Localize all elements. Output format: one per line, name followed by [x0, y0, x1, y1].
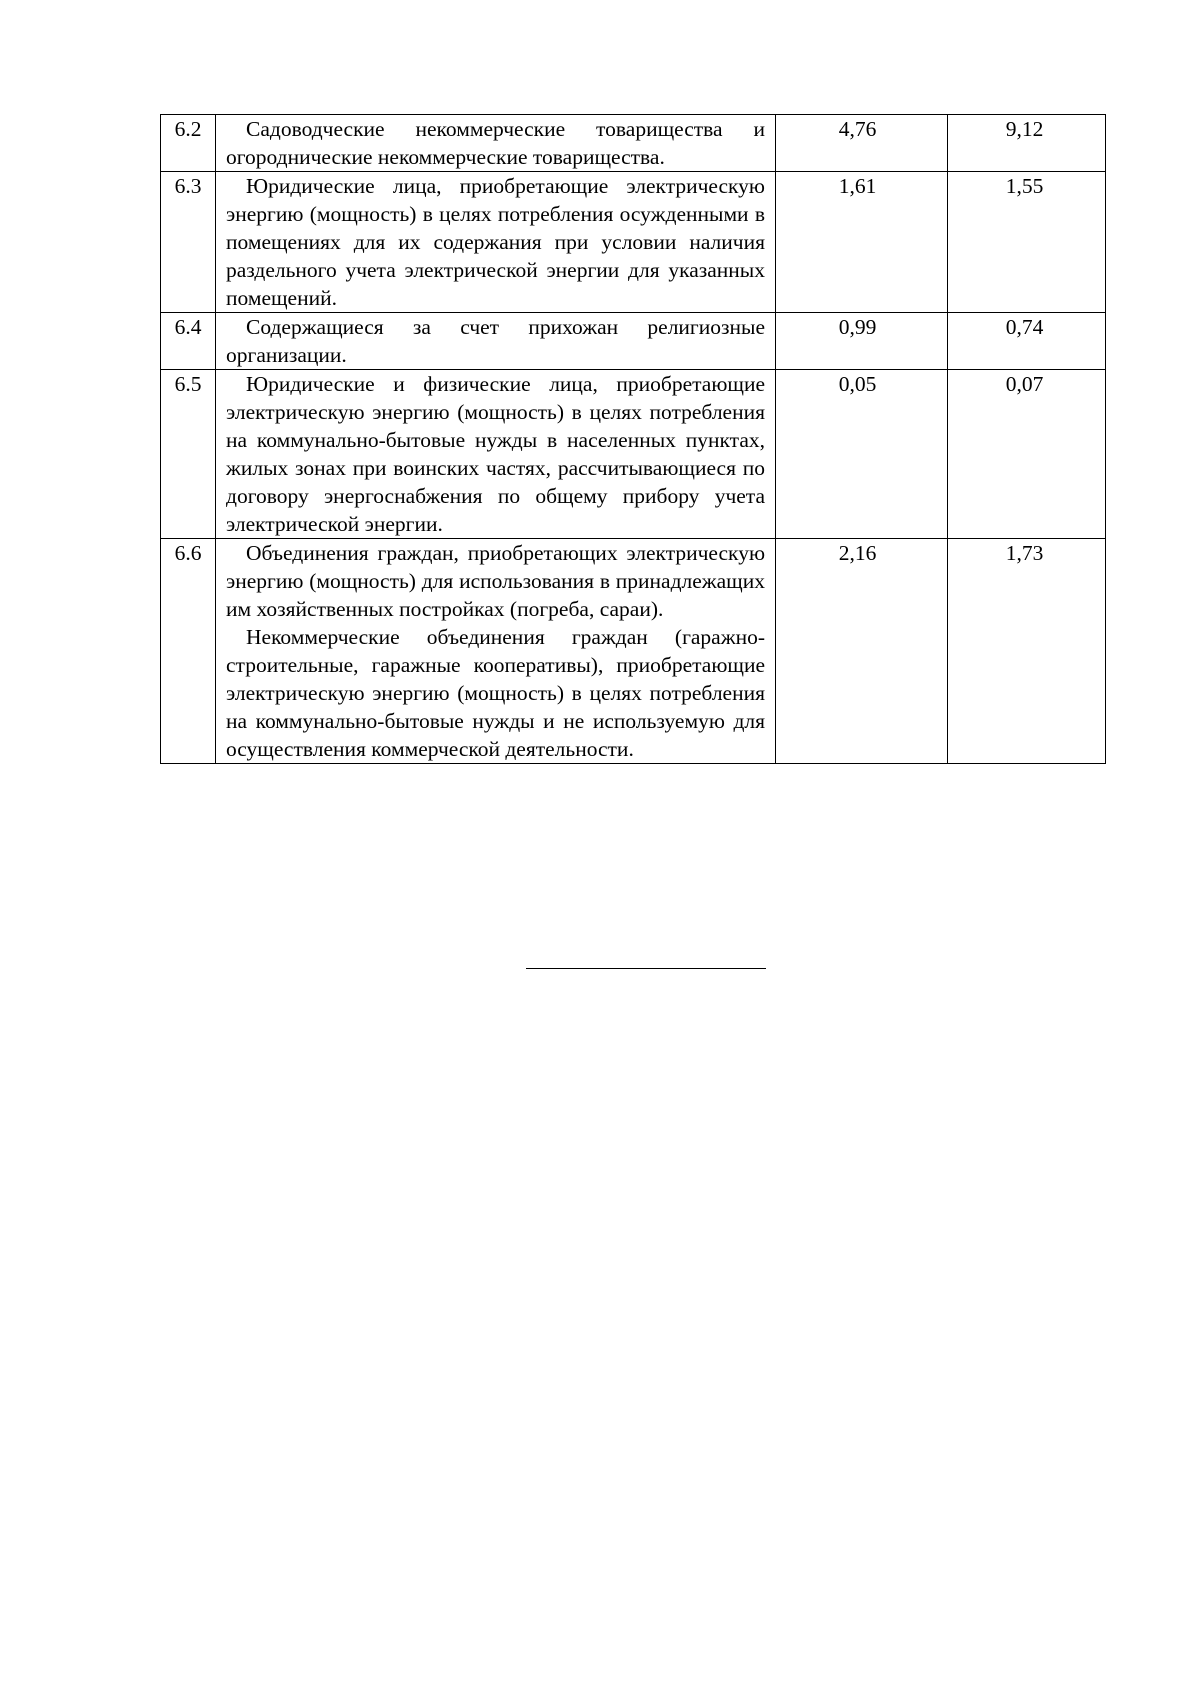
description-paragraph: Садоводческие некоммерческие товарищества и огороднические некоммерческие товарищества. [226, 117, 765, 169]
row-number: 6.6 [161, 539, 216, 764]
table-row [161, 370, 1106, 539]
row-value-1: 0,99 [776, 313, 948, 370]
row-description [216, 313, 776, 370]
row-number: 6.2 [161, 115, 216, 172]
description-paragraph: Содержащиеся за счет прихожан религиозные организации. [226, 315, 765, 367]
row-value-1: 4,76 [776, 115, 948, 172]
row-value-2: 0,07 [948, 370, 1106, 539]
table-row [161, 313, 1106, 370]
row-description [216, 115, 776, 172]
row-description [216, 539, 776, 764]
row-value-2: 1,55 [948, 172, 1106, 313]
table-row [161, 115, 1106, 172]
row-value-2: 1,73 [948, 539, 1106, 764]
end-of-document-rule [526, 968, 766, 969]
description-paragraph: Юридические лица, приобретающие электрическую энергию (мощность) в целях потребления осужденными в помещениях для их содержания при условии наличия раздельного учета электрической энергии для указанных помещений. [226, 174, 765, 310]
description-paragraph: Объединения граждан, приобретающих электрическую энергию (мощность) для использования в принадлежащих им хозяйственных постройках (погреба, сараи). [226, 541, 765, 621]
table-row [161, 172, 1106, 313]
row-number: 6.5 [161, 370, 216, 539]
row-number: 6.4 [161, 313, 216, 370]
row-value-1: 0,05 [776, 370, 948, 539]
table-row [161, 539, 1106, 764]
row-value-1: 1,61 [776, 172, 948, 313]
description-paragraph: Юридические и физические лица, приобретающие электрическую энергию (мощность) в целях потребления на коммунально-бытовые нужды в населенных пунктах, жилых зонах при воинских частях, рассчитывающиеся по договору энергоснабжения по общему прибору учета электрической энергии. [226, 372, 765, 536]
row-description [216, 172, 776, 313]
row-value-2: 0,74 [948, 313, 1106, 370]
row-number: 6.3 [161, 172, 216, 313]
row-value-1: 2,16 [776, 539, 948, 764]
tariff-table [160, 114, 1106, 764]
row-description [216, 370, 776, 539]
row-value-2: 9,12 [948, 115, 1106, 172]
description-paragraph: Некоммерческие объединения граждан (гаражно-строительные, гаражные кооперативы), приобретающие электрическую энергию (мощность) в целях потребления на коммунально-бытовые нужды и не используемую для осуществления коммерческой деятельности. [226, 625, 765, 761]
